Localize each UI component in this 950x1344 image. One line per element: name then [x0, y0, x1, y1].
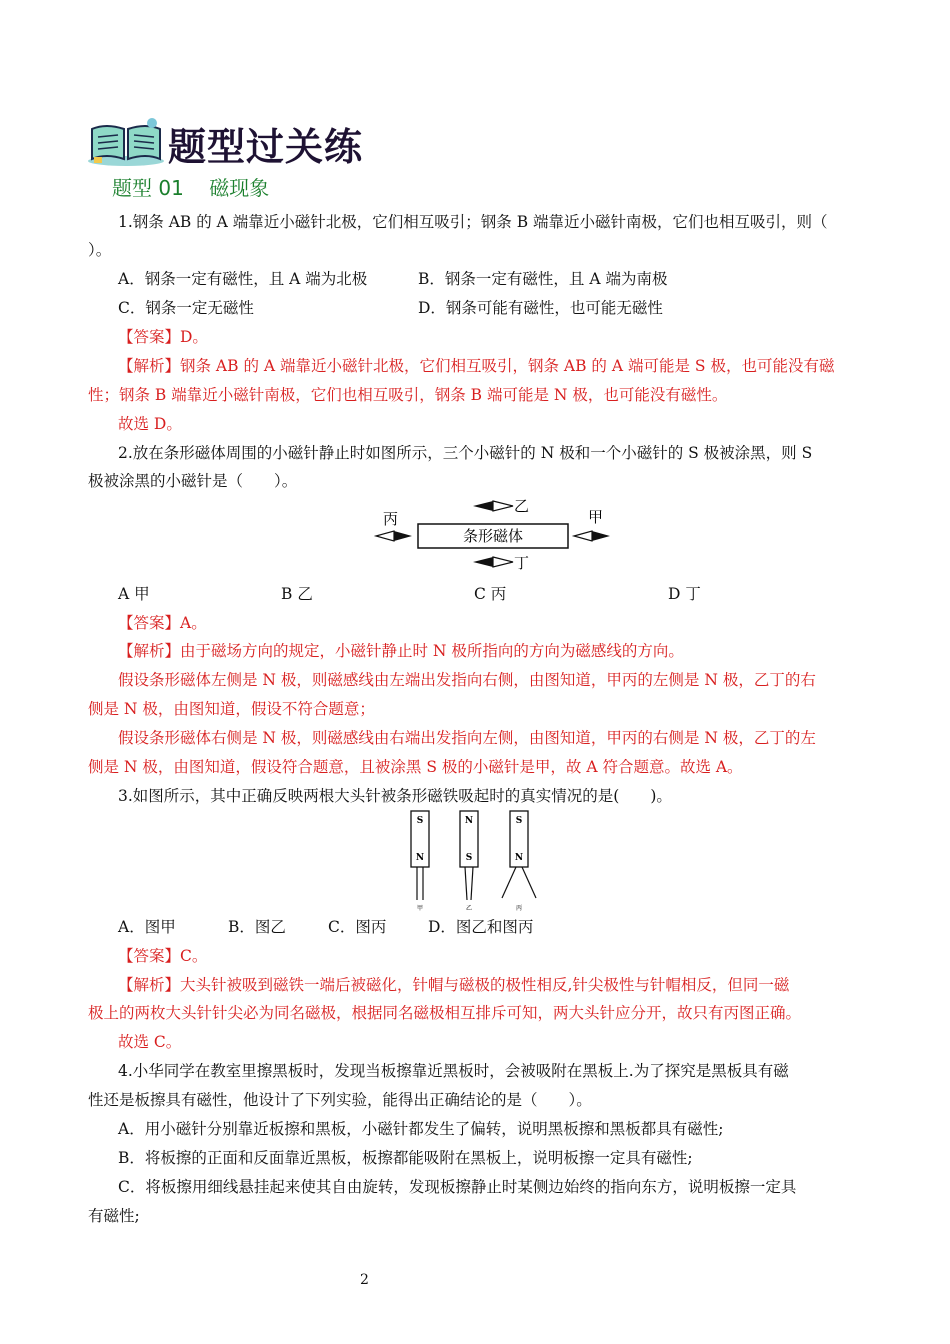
q4-stem-line1: 4.小华同学在教室里擦黑板时，发现当板擦靠近黑板时，会被吸附在黑板上.为了探究是黑板具有磁: [118, 1062, 789, 1080]
q3-conclusion: 故选 C。: [118, 1033, 182, 1051]
q3-stem: 3.如图所示，其中正确反映两根大头针被条形磁铁吸起时的真实情况的是( )。: [118, 787, 672, 805]
q1-analysis-line2: 性；钢条 B 端靠近小磁针南极，它们也相互吸引，钢条 B 端可能是 N 极，也可能没有磁性。: [88, 386, 728, 404]
q3-answer: 【答案】C。: [118, 947, 208, 965]
compass-bing: [376, 531, 412, 541]
q2-stem-line1: 2.放在条形磁体周围的小磁针静止时如图所示，三个小磁针的 N 极和一个小磁针的 S 极被涂黑，则 S: [118, 444, 813, 462]
q2-option-d: D 丁: [668, 585, 701, 603]
q2-analysis-line1: 【解析】由于磁场方向的规定，小磁针静止时 N 极所指向的方向为磁感线的方向。: [118, 642, 684, 660]
q2-analysis-line5: 侧是 N 极，由图知道，假设符合题意，且被涂黑 S 极的小磁针是甲，故 A 符合题意。故选 A。: [88, 758, 743, 776]
compass-ding: [473, 557, 513, 567]
label-jia: 甲: [588, 508, 604, 526]
page-number: 2: [360, 1272, 369, 1288]
cap-jia: 甲: [416, 905, 424, 912]
q2-analysis-line3: 侧是 N 极，由图知道，假设不符合题意；: [88, 700, 375, 718]
q1-option-b: B．钢条一定有磁性，且 A 端为南极: [418, 270, 668, 288]
q1-stem-line2: ）。: [88, 241, 112, 259]
q1-option-c: C．钢条一定无磁性: [118, 299, 254, 317]
book-icon: [86, 117, 166, 167]
q2-answer: 【答案】A。: [118, 614, 207, 632]
q1-option-a: A．钢条一定有磁性，且 A 端为北极: [118, 270, 368, 288]
q4-option-b: B．将板擦的正面和反面靠近黑板，板擦都能吸附在黑板上，说明板擦一定具有磁性;: [118, 1149, 693, 1167]
cap-yi: 乙: [465, 905, 473, 912]
section-heading: 题型 01 磁现象: [112, 176, 270, 200]
q2-magnet-figure: [368, 494, 618, 576]
q2-stem-line2: 极被涂黑的小磁针是（ ）。: [88, 472, 298, 490]
q3-analysis-line1: 【解析】大头针被吸到磁铁一端后被磁化，针帽与磁极的极性相反,针尖极性与针帽相反，但同一磁: [118, 976, 790, 994]
q3-option-c: C．图丙: [328, 918, 387, 936]
svg-text:N: N: [464, 816, 474, 826]
q4-option-a: A．用小磁针分别靠近板擦和黑板，小磁针都发生了偏转，说明黑板擦和黑板都具有磁性;: [118, 1120, 724, 1138]
q2-option-b: B 乙: [281, 585, 313, 603]
q3-analysis-line2: 极上的两枚大头针针尖必为同名磁极，根据同名磁极相互排斥可知，两大头针应分开，故只有丙图正确。: [88, 1004, 802, 1022]
q4-stem-line2: 性还是板擦具有磁性，他设计了下列实验，能得出正确结论的是（ ）。: [88, 1091, 592, 1109]
compass-jia: [574, 531, 610, 541]
q1-option-d: D．钢条可能有磁性，也可能无磁性: [418, 299, 663, 317]
q2-option-c: C 丙: [474, 585, 507, 603]
q4-option-c-line2: 有磁性;: [88, 1207, 140, 1225]
svg-text:S: S: [465, 853, 473, 863]
q1-analysis-line1: 【解析】钢条 AB 的 A 端靠近小磁针北极，它们相互吸引，钢条 AB 的 A 端可能是 S 极，也可能没有磁: [118, 357, 835, 375]
compass-yi: [473, 501, 513, 511]
q3-pins-figure: [400, 808, 550, 914]
page-title: 题型过关练: [168, 125, 364, 169]
q2-option-a: A 甲: [118, 585, 150, 603]
svg-text:S: S: [515, 816, 523, 826]
cap-bing: 丙: [515, 905, 523, 912]
q1-conclusion: 故选 D。: [118, 415, 182, 433]
svg-text:S: S: [416, 816, 424, 826]
q1-stem-line1: 1.钢条 AB 的 A 端靠近小磁针北极，它们相互吸引；钢条 B 端靠近小磁针南极，它们也相互吸引，则（: [118, 213, 828, 231]
label-ding: 丁: [514, 554, 530, 572]
label-bing: 丙: [383, 510, 399, 528]
magnet-label: 条形磁体: [462, 527, 524, 545]
q2-analysis-line2: 假设条形磁体左侧是 N 极，则磁感线由左端出发指向右侧，由图知道，甲丙的左侧是 N 极，乙丁的右: [118, 671, 816, 689]
q3-option-d: D．图乙和图丙: [428, 918, 534, 936]
q3-option-a: A．图甲: [118, 918, 176, 936]
q2-analysis-line4: 假设条形磁体右侧是 N 极，则磁感线由右端出发指向左侧，由图知道，甲丙的右侧是 N 极，乙丁的左: [118, 729, 816, 747]
label-yi: 乙: [514, 497, 530, 515]
q4-option-c-line1: C．将板擦用细线悬挂起来使其自由旋转，发现板擦静止时某侧边始终的指向东方，说明板擦一定具: [118, 1178, 797, 1196]
q1-answer: 【答案】D。: [118, 328, 208, 346]
q3-option-b: B．图乙: [228, 918, 286, 936]
svg-text:N: N: [514, 853, 524, 863]
svg-text:N: N: [415, 853, 425, 863]
